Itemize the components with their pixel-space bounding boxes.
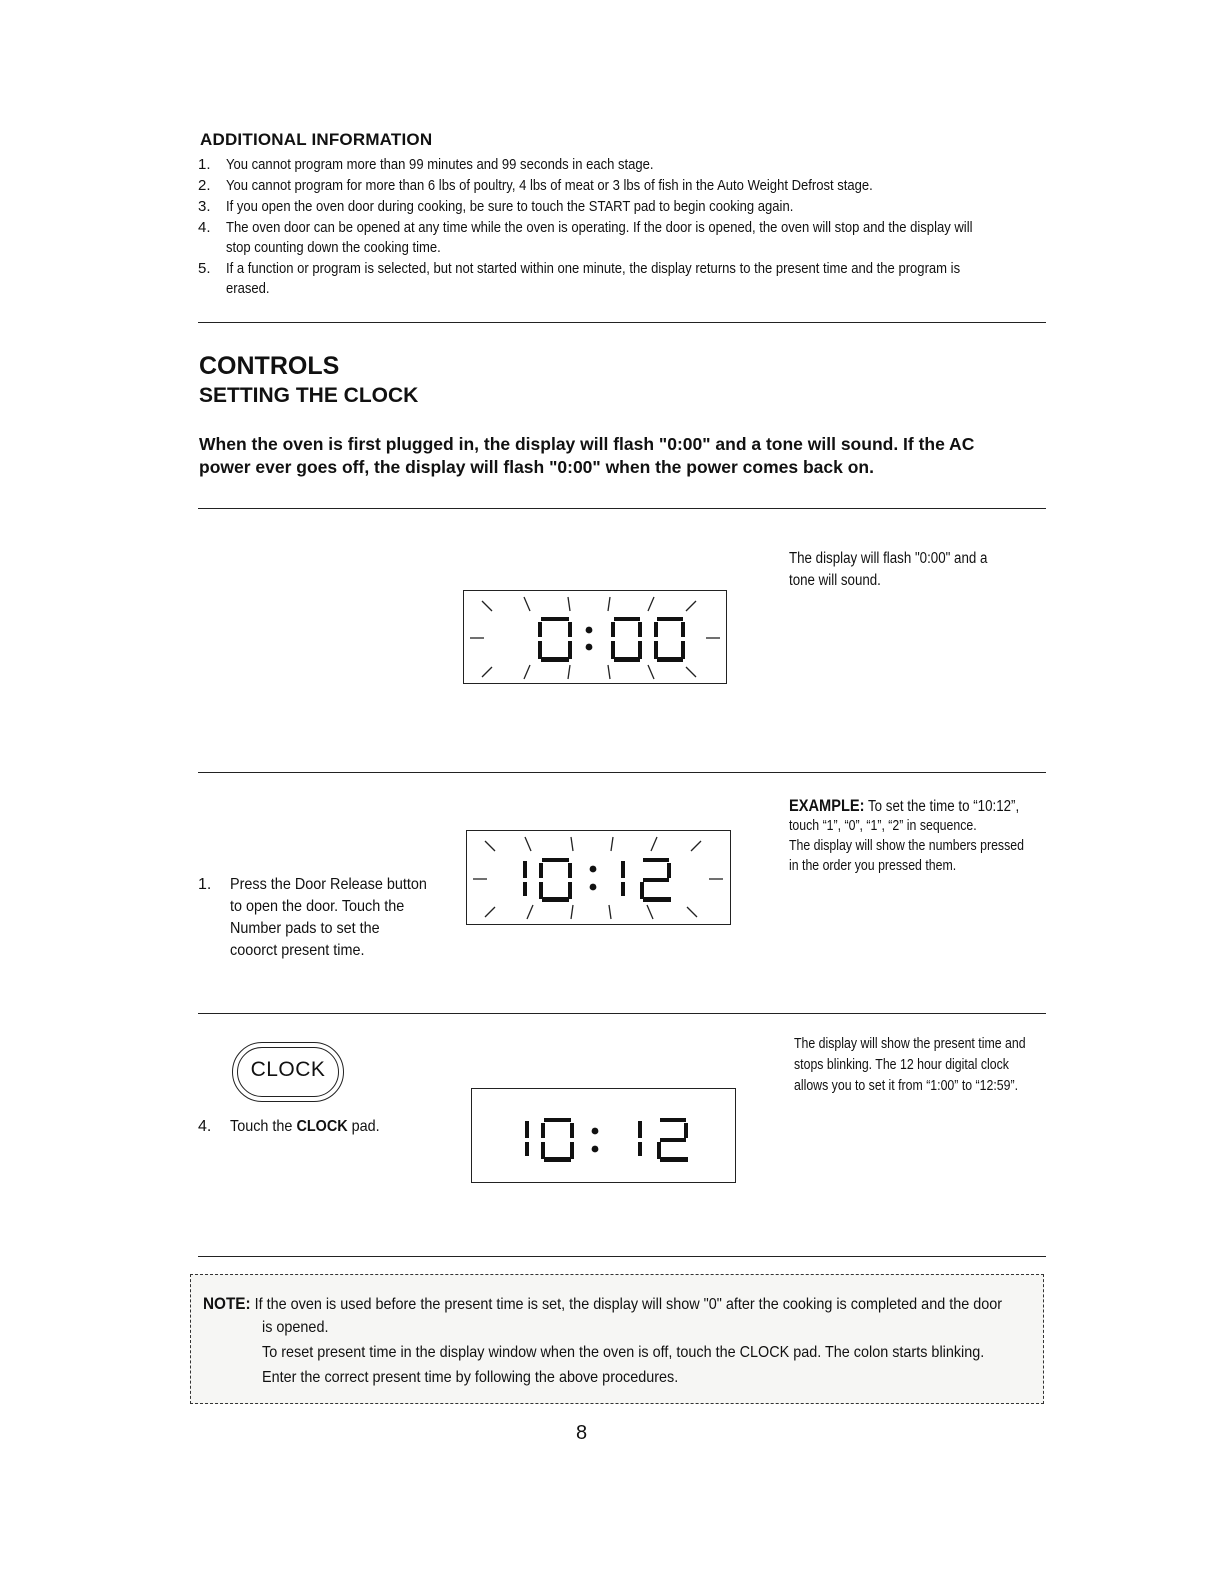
note-line: is opened. [262,1319,329,1336]
additional-information-heading: ADDITIONAL INFORMATION [200,130,433,149]
controls-heading: CONTROLS [199,352,340,380]
list-item-text: The oven door can be opened at any time while the oven is operating. If the door is opened, the oven will stop and the display will [226,219,973,236]
list-item-text: stop counting down the cooking time. [226,239,441,256]
display-description-line: tone will sound. [789,572,881,589]
example-first-line [789,795,1019,818]
divider [198,508,1046,509]
step-text-prefix: Touch the [230,1118,297,1135]
note-text: If the oven is used before the present time is set, the display will show "0" after the cooking is completed and the door [254,1296,1003,1313]
example-line: The display will show the numbers pressed [789,838,1024,854]
present-time-description: allows you to set it from “1:00” to “12:59”. [794,1078,1019,1094]
divider [198,322,1046,323]
step-text: Number pads to set the [230,920,380,937]
setting-display-graphic [467,831,730,924]
list-item-text: If you open the oven door during cooking, be sure to touch the START pad to begin cooking again. [226,198,794,215]
step-text: Press the Door Release button [230,876,427,893]
present-time-description: stops blinking. The 12 hour digital clock [794,1057,1009,1073]
example-line: in the order you pressed them. [789,858,957,874]
divider [198,1013,1046,1014]
divider [198,1256,1046,1257]
present-time-display-panel [471,1088,736,1183]
display-description-line: The display will flash "0:00" and a [789,550,988,567]
step-text-bold: CLOCK [296,1118,348,1135]
step-number: 1. [198,876,212,893]
list-item-text: If a function or program is selected, but not started within one minute, the display returns to the present time and the program is [226,260,961,277]
example-text: To set the time to “10:12”, [868,798,1020,815]
list-item-number: 1. [198,156,211,173]
note-label: NOTE: [203,1294,251,1313]
page-number: 8 [576,1422,588,1444]
list-item-number: 2. [198,177,211,194]
list-item-number: 5. [198,260,211,277]
note-line: To reset present time in the display window when the oven is off, touch the CLOCK pad. The colon starts blinking. [262,1344,985,1361]
step-text [230,1116,380,1138]
present-time-display-graphic [472,1089,735,1182]
list-item-text: You cannot program for more than 6 lbs of poultry, 4 lbs of meat or 3 lbs of fish in the Auto Weight Defrost stage. [226,177,873,194]
clock-pad-label: CLOCK [250,1058,326,1081]
intro-text: power ever goes off, the display will flash "0:00" when the power comes back on. [199,457,874,477]
list-item-number: 4. [198,219,211,236]
list-item-text: You cannot program more than 99 minutes and 99 seconds in each stage. [226,156,654,173]
example-label: EXAMPLE: [789,796,865,815]
step-text-suffix: pad. [347,1118,380,1135]
setting-clock-heading: SETTING THE CLOCK [199,384,419,407]
note-line: Enter the correct present time by following the above procedures. [262,1369,679,1386]
step-text: cooorct present time. [230,942,365,959]
flashing-display-panel [463,590,727,684]
note-line [203,1293,1002,1316]
list-item-number: 3. [198,198,211,215]
step-number: 4. [198,1118,212,1135]
intro-text: When the oven is first plugged in, the display will flash "0:00" and a tone will sound. If the AC [199,434,975,454]
step-text: to open the door. Touch the [230,898,405,915]
clock-pad-button[interactable] [232,1042,344,1102]
present-time-description: The display will show the present time and [794,1036,1026,1052]
divider [198,772,1046,773]
list-item-text: erased. [226,280,270,297]
example-line: touch “1”, “0”, “1”, “2” in sequence. [789,818,977,834]
note-box [190,1274,1044,1404]
flashing-display-graphic [464,591,726,683]
setting-display-panel [466,830,731,925]
